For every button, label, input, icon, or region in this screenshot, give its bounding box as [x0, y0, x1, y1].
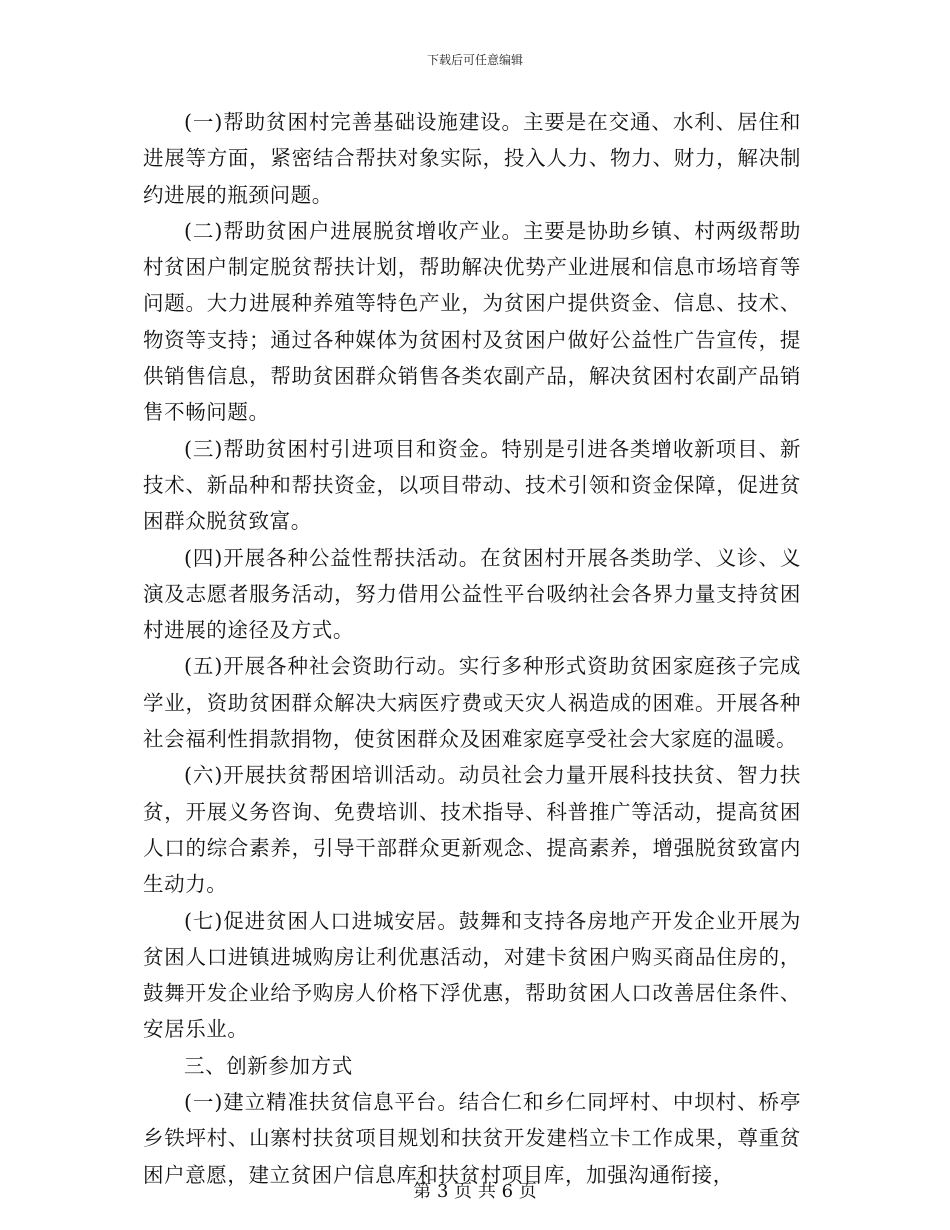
- page-number: 第 3 页 共 6 页: [413, 1181, 537, 1202]
- paragraph-4: (四)开展各种公益性帮扶活动。在贫困村开展各类助学、义诊、义演及志愿者服务活动，努力借用公益性平台吸纳社会各界力量支持贫困村进展的途径及方式。: [143, 545, 801, 643]
- paragraph-7: (七)促进贫困人口进城安居。鼓舞和支持各房地产开发企业开展为贫困人口进镇进城购房让利优惠活动，对建卡贫困户购买商品住房的，鼓舞开发企业给予购房人价格下浮优惠，帮助贫困人口改善居住条件、安居乐业。: [143, 908, 801, 1042]
- paragraph-6: (六)开展扶贫帮困培训活动。动员社会力量开展科技扶贫、智力扶贫，开展义务咨询、免费培训、技术指导、科普推广等活动，提高贫困人口的综合素养，引导干部群众更新观念、提高素养，增强脱贫致富内生动力。: [143, 763, 801, 897]
- section-heading: 三、创新参加方式: [184, 1053, 353, 1078]
- paragraph-5: (五)开展各种社会资助行动。实行多种形式资助贫困家庭孩子完成学业，资助贫困群众解决大病医疗费或天灾人祸造成的困难。开展各种社会福利性捐款捐物，使贫困群众及困难家庭享受社会大家庭的温暖。: [143, 654, 801, 752]
- paragraph-1: (一)帮助贫困村完善基础设施建设。主要是在交通、水利、居住和进展等方面，紧密结合帮扶对象实际，投入人力、物力、财力，解决制约进展的瓶颈问题。: [143, 110, 801, 207]
- section-paragraph-1: (一)建立精准扶贫信息平台。结合仁和乡仁同坪村、中坝村、桥亭乡铁坪村、山寨村扶贫项目规划和扶贫开发建档立卡工作成果，尊重贫困户意愿，建立贫困户信息库和扶贫村项目库，加强沟通衔接，: [143, 1090, 801, 1187]
- page-header: 下载后可任意编辑: [426, 53, 523, 67]
- document-body: [143, 104, 801, 1193]
- paragraph-3: (三)帮助贫困村引进项目和资金。特别是引进各类增收新项目、新技术、新品种和帮扶资金，以项目带动、技术引领和资金保障，促进贫困群众脱贫致富。: [143, 436, 801, 534]
- paragraph-2: (二)帮助贫困户进展脱贫增收产业。主要是协助乡镇、村两级帮助村贫困户制定脱贫帮扶计划，帮助解决优势产业进展和信息市场培育等问题。大力进展种养殖等特色产业，为贫困户提供资金、信息、技术、物资等支持；通过各种媒体为贫困村及贫困户做好公益性广告宣传，提供销售信息，帮助贫困群众销售各类农副产品，解决贫困村农副产品销售不畅问题。: [143, 218, 801, 425]
